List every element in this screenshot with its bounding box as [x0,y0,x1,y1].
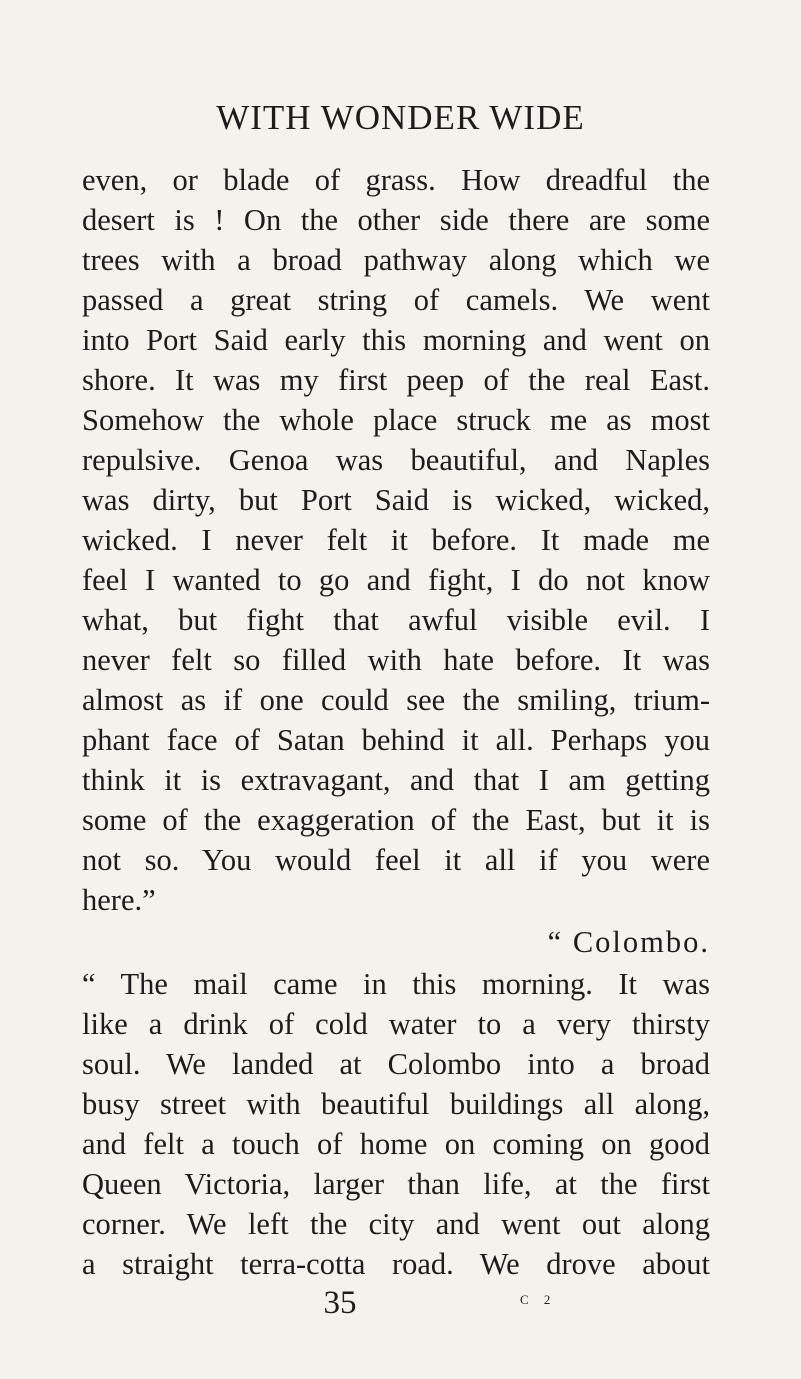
text-line: phant face of Satan behind it all. Perhaps you [82,723,710,757]
text-line: repulsive. Genoa was beautiful, and Naples [82,443,710,477]
text-line: think it is extravagant, and that I am getting [82,763,710,797]
text-line: trees with a broad pathway along which we [82,243,710,277]
dateline: “ Colombo. [547,925,710,959]
text-line: passed a great string of camels. We went [82,283,710,317]
text-line: shore. It was my first peep of the real East. [82,363,710,397]
text-line: soul. We landed at Colombo into a broad [82,1047,710,1081]
text-line: wicked. I never felt it before. It made me [82,523,710,557]
text-line: “ The mail came in this morning. It was [82,967,710,1001]
text-line: into Port Said early this morning and went on [82,323,710,357]
text-line: corner. We left the city and went out along [82,1207,710,1241]
text-line: not so. You would feel it all if you were [82,843,710,877]
running-header: WITH WONDER WIDE [216,98,585,137]
text-line: a straight terra-cotta road. We drove about [82,1247,710,1281]
text-line: feel I wanted to go and fight, I do not know [82,563,710,597]
text-line: desert is ! On the other side there are some [82,203,710,237]
text-line: like a drink of cold water to a very thirsty [82,1007,710,1041]
text-line: busy street with beautiful buildings all along, [82,1087,710,1121]
text-line: Queen Victoria, larger than life, at the first [82,1167,710,1201]
page-number: 35 [323,1285,357,1321]
text-line: even, or blade of grass. How dreadful the [82,163,710,197]
text-line: almost as if one could see the smiling, trium- [82,683,710,717]
text-line: here.” [82,883,156,917]
signature-mark: C 2 [520,1292,557,1307]
text-line: never felt so filled with hate before. It was [82,643,710,677]
text-line: was dirty, but Port Said is wicked, wicked, [82,483,710,517]
text-line: Somehow the whole place struck me as most [82,403,710,437]
text-line: what, but fight that awful visible evil. I [82,603,710,637]
text-line: and felt a touch of home on coming on good [82,1127,710,1161]
text-line: some of the exaggeration of the East, but it is [82,803,710,837]
